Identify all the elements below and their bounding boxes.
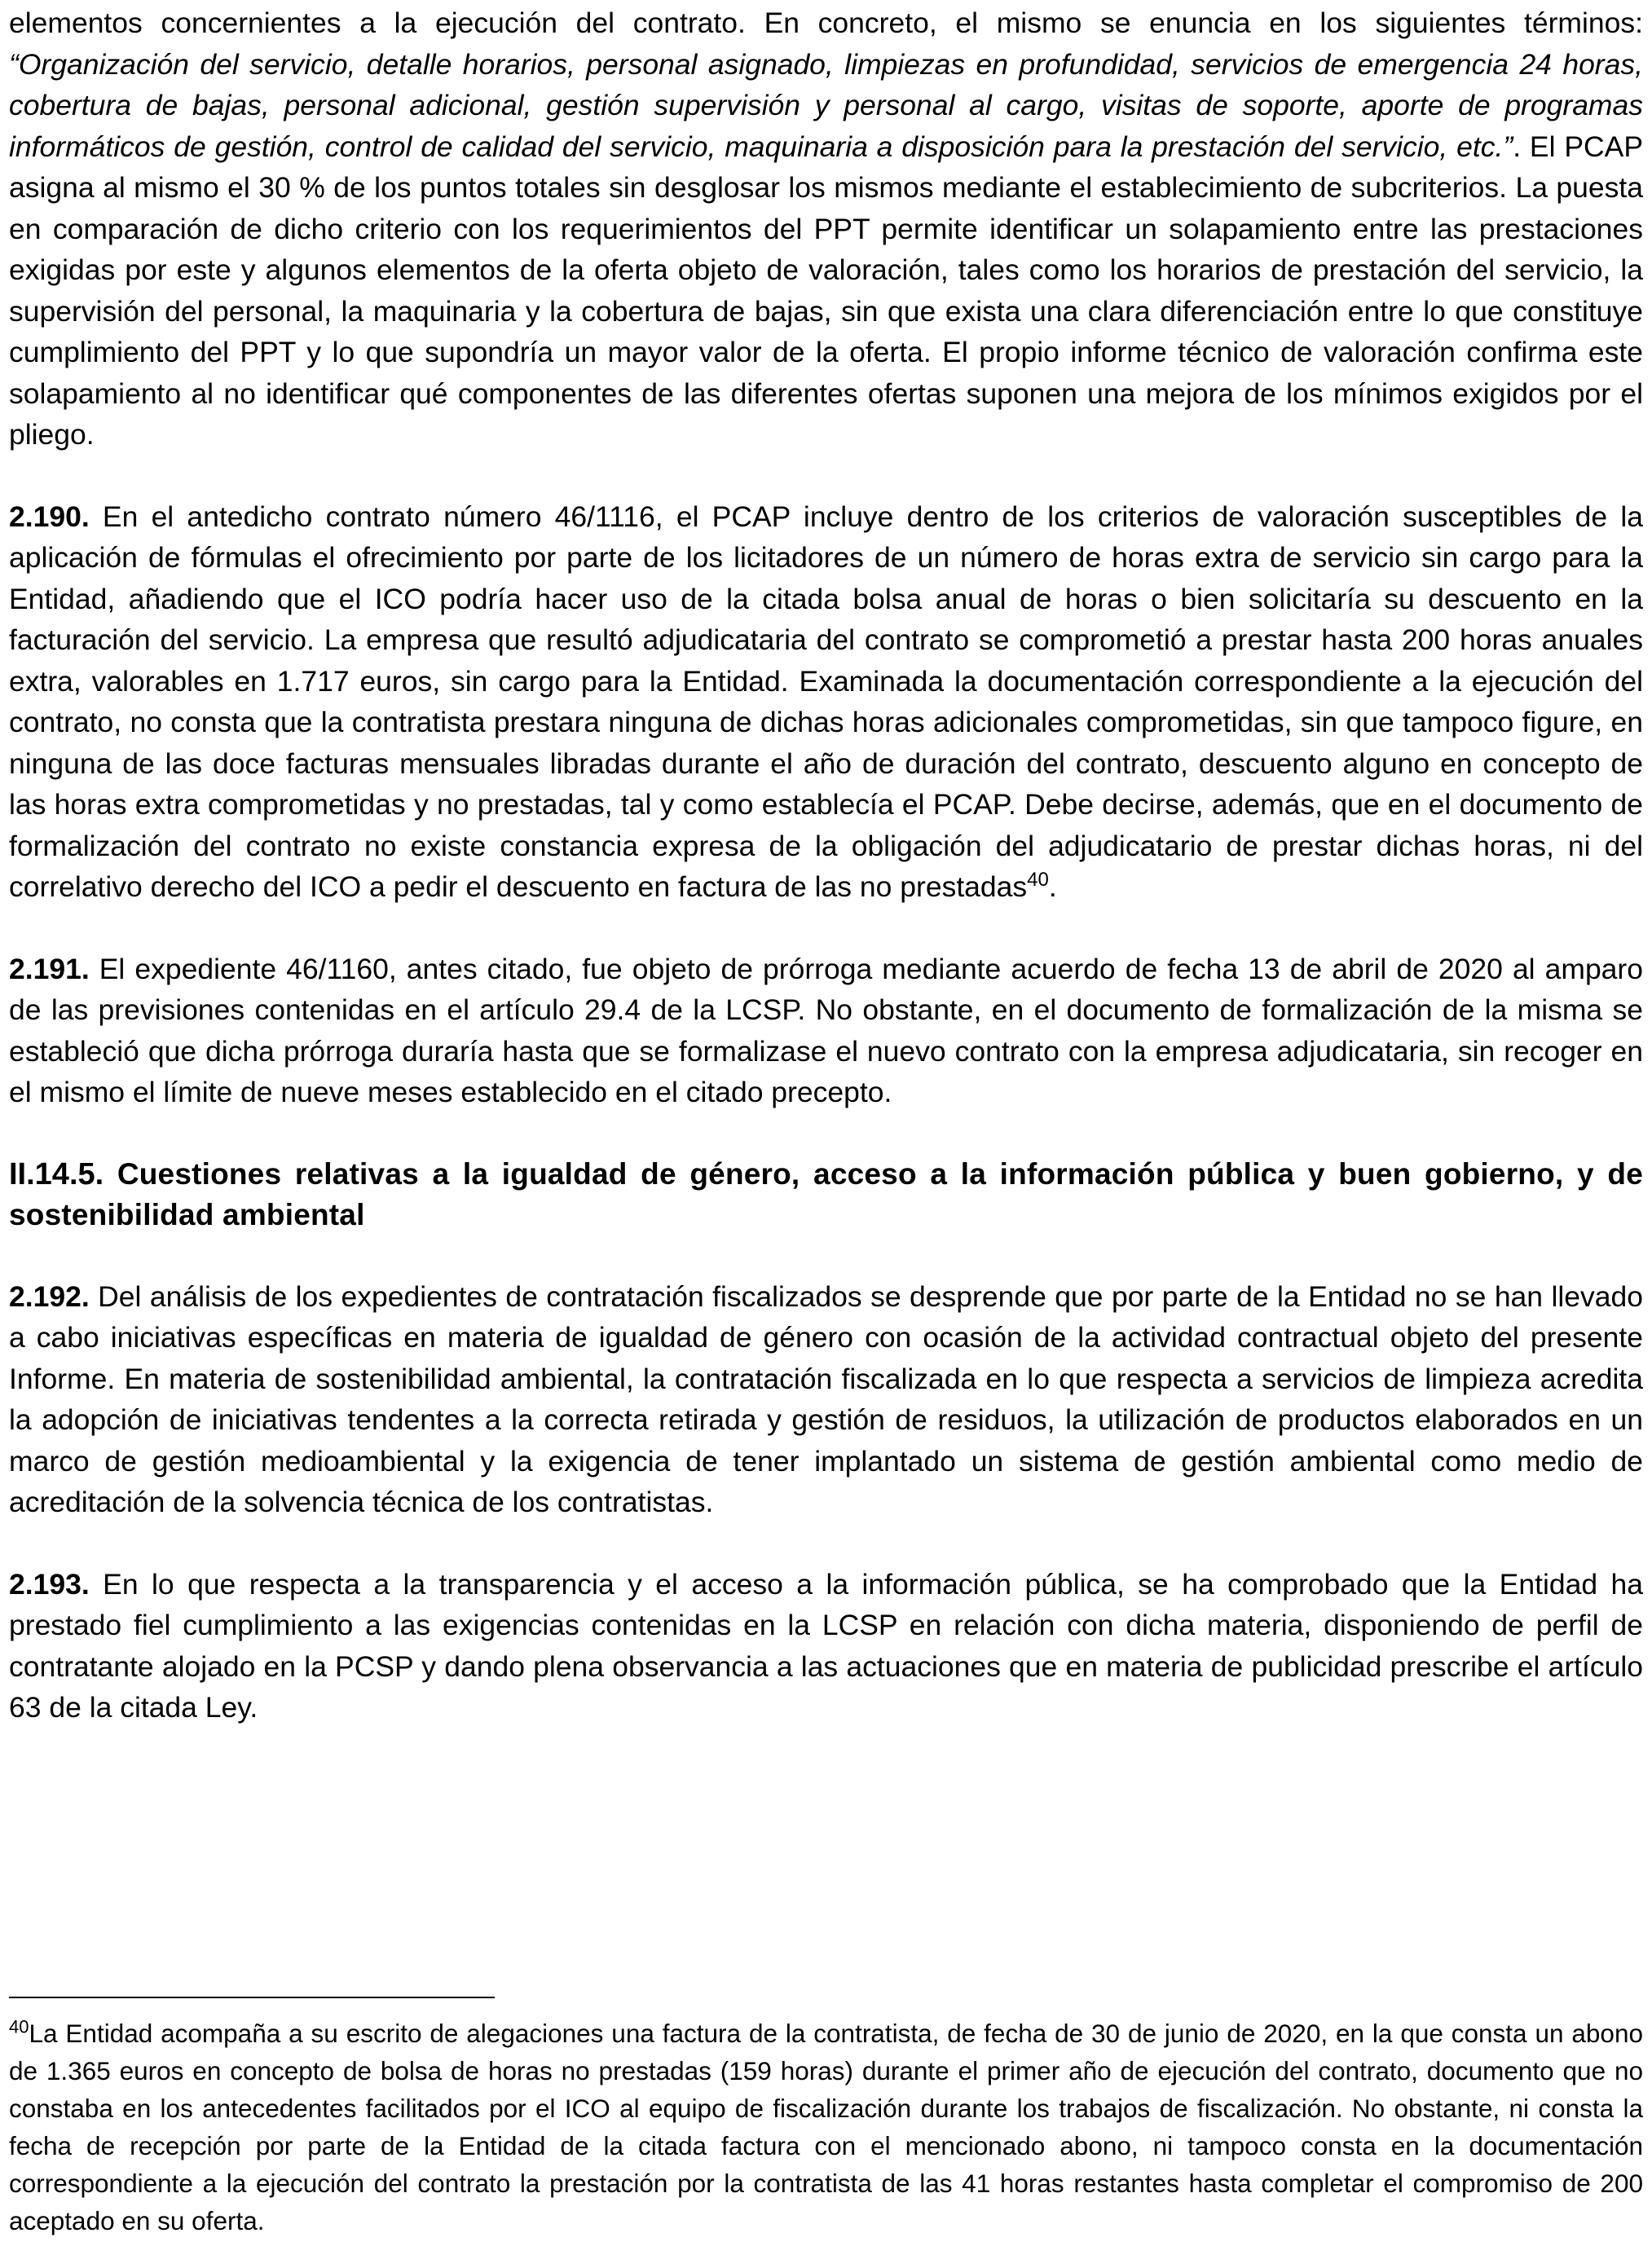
footnote-separator — [9, 1997, 495, 1998]
paragraph-2-190 — [9, 496, 1643, 908]
paragraph-number: 2.192. — [9, 1279, 90, 1313]
paragraph-2-191 — [9, 949, 1643, 1113]
paragraph-text: El expediente 46/1160, antes citado, fue objeto de prórroga mediante acuerdo de fecha 13 de abril de 2020 al amparo de las previsiones contenidas en el artículo 29.4 de la LCSP. No obstante, en el documento de formalización de la misma se estableció que dicha prórroga duraría hasta que se formalizase el nuevo contrato con la empresa adjudicataria, sin recoger en el mismo el límite de nueve meses establecido en el citado precepto. — [9, 952, 1643, 1108]
paragraph-2-193 — [9, 1564, 1643, 1729]
intro-text-1: elementos concernientes a la ejecución del contrato. En concreto, el mismo se enuncia en los siguientes términos: — [9, 7, 1643, 39]
footnote-text: La Entidad acompaña a su escrito de alegaciones una factura de la contratista, de fecha de 30 de junio de 2020, en la que consta un abono de 1.365 euros en concepto de bolsa de horas no prestadas (159 horas) durante el primer año de ejecución del contrato, documento que no constaba en los antecedentes facilitados por el ICO al equipo de fiscalización durante los trabajos de fiscalización. No obstante, ni consta la fecha de recepción por parte de la Entidad de la citada factura con el mencionado abono, ni tampoco consta en la documentación correspondiente a la ejecución del contrato la prestación por la contratista de las 41 horas restantes hasta completar el compromiso de 200 aceptado en su oferta. — [9, 2019, 1643, 2235]
section-number: II.14.5. — [9, 1156, 104, 1191]
footnote-40 — [9, 2015, 1643, 2239]
footnote-number: 40 — [9, 2016, 29, 2037]
footnote-reference-40[interactable]: 40 — [1027, 869, 1049, 892]
paragraph-number: 2.190. — [9, 500, 90, 533]
intro-quote: “Organización del servicio, detalle horarios, personal asignado, limpiezas en profundidad, servicios de emergencia 24 horas, cobertura de bajas, personal adicional, gestión supervisión y personal al cargo, visitas de soporte, aporte de programas informáticos de gestión, control de calidad del servicio, maquinaria a disposición para la prestación del servicio, etc.” — [9, 47, 1643, 163]
paragraph-text: En lo que respecta a la transparencia y el acceso a la información pública, se ha comprobado que la Entidad ha prestado fiel cumplimiento a las exigencias contenidas en la LCSP en relación con dicha materia, disponiendo de perfil de contratante alojado en la PCSP y dando plena observancia a las actuaciones que en materia de publicidad prescribe el artículo 63 de la citada Ley. — [9, 1567, 1643, 1724]
paragraph-number: 2.193. — [9, 1567, 90, 1601]
section-heading-ii-14-5 — [9, 1154, 1643, 1235]
intro-paragraph — [9, 2, 1643, 456]
paragraph-text: En el antedicho contrato número 46/1116, el PCAP incluye dentro de los criterios de valoración susceptibles de la aplicación de fórmulas el ofrecimiento por parte de los licitadores de un número de horas extra de servicio sin cargo para la Entidad, añadiendo que el ICO podría hacer uso de la citada bolsa anual de horas o bien solicitaría su descuento en la facturación del servicio. La empresa que resultó adjudicataria del contrato se comprometió a prestar hasta 200 horas anuales extra, valorables en 1.717 euros, sin cargo para la Entidad. Examinada la documentación correspondiente a la ejecución del contrato, no consta que la contratista prestara ninguna de dichas horas adicionales comprometidas, sin que tampoco figure, en ninguna de las doce facturas mensuales libradas durante el año de duración del contrato, descuento alguno en concepto de las horas extra comprometidas y no prestadas, tal y como establecía el PCAP. Debe decirse, además, que en el documento de formalización del contrato no existe constancia expresa de la obligación del adjudicatario de prestar dichas horas, ni del correlativo derecho del ICO a pedir el descuento en factura de las no prestadas — [9, 500, 1643, 903]
paragraph-number: 2.191. — [9, 952, 90, 985]
paragraph-text: Del análisis de los expedientes de contratación fiscalizados se desprende que por parte de la Entidad no se han llevado a cabo iniciativas específicas en materia de igualdad de género con ocasión de la actividad contractual objeto del presente Informe. En materia de sostenibilidad ambiental, la contratación fiscalizada en lo que respecta a servicios de limpieza acredita la adopción de iniciativas tendentes a la correcta retirada y gestión de residuos, la utilización de productos elaborados en un marco de gestión medioambiental y la exigencia de tener implantado un sistema de gestión ambiental como medio de acreditación de la solvencia técnica de los contratistas. — [9, 1279, 1643, 1518]
intro-text-2: . El PCAP asigna al mismo el 30 % de los puntos totales sin desglosar los mismos mediante el establecimiento de subcriterios. La puesta en comparación de dicho criterio con los requerimientos del PPT permite identificar un solapamiento entre las prestaciones exigidas por este y algunos elementos de la oferta objeto de valoración, tales como los horarios de prestación del servicio, la supervisión del personal, la maquinaria y la cobertura de bajas, sin que exista una clara diferenciación entre lo que constituye cumplimiento del PPT y lo que supondría un mayor valor de la oferta. El propio informe técnico de valoración confirma este solapamiento al no identificar qué componentes de las diferentes ofertas suponen una mejora de los mínimos exigidos por el pliego. — [9, 130, 1644, 451]
paragraph-end: . — [1048, 870, 1057, 903]
paragraph-2-192 — [9, 1276, 1643, 1523]
document-page — [9, 0, 1643, 1729]
section-title: Cuestiones relativas a la igualdad de género, acceso a la información pública y buen gobierno, y de sostenibilidad ambiental — [9, 1156, 1643, 1231]
